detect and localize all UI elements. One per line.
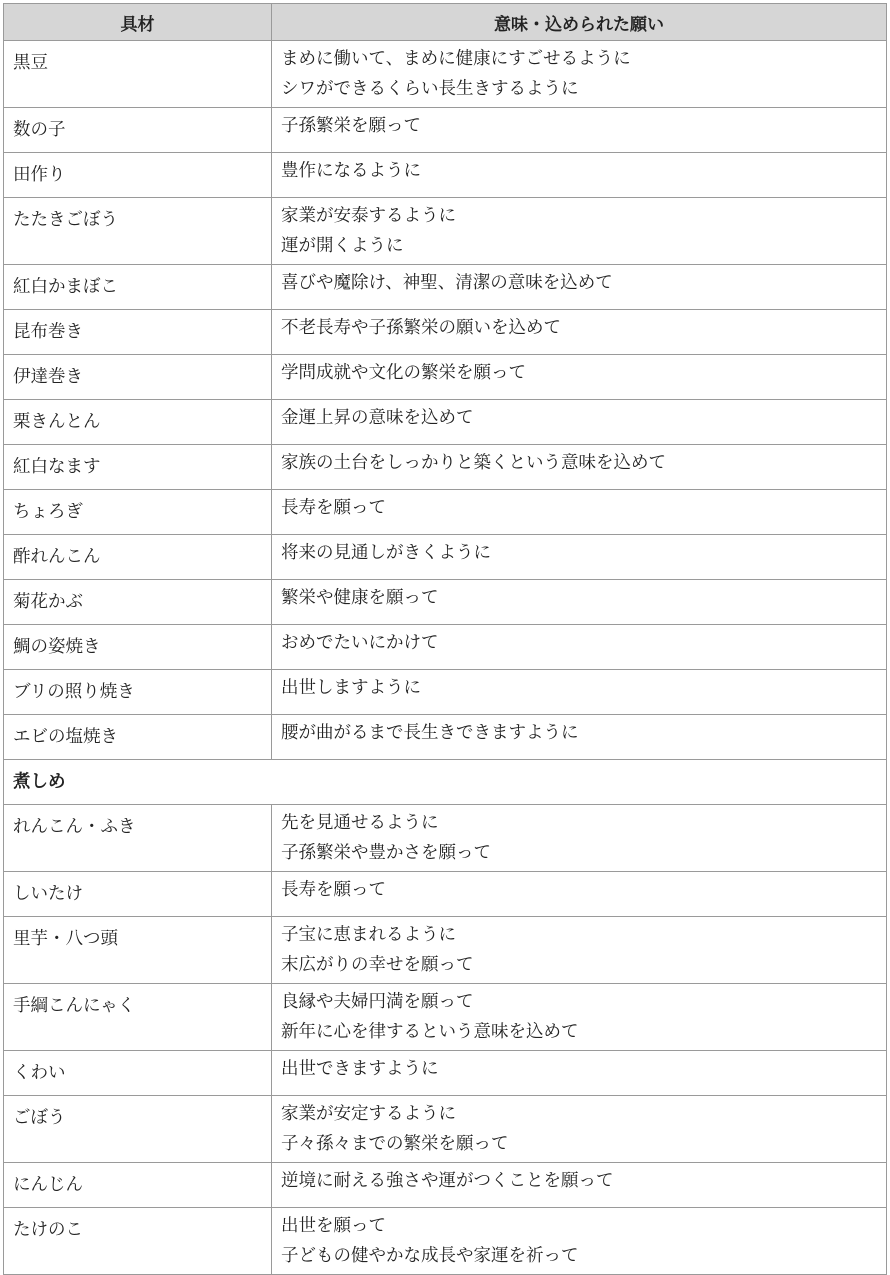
ingredient-cell: 紅白かまぼこ bbox=[4, 265, 272, 310]
header-meaning: 意味・込められた願い bbox=[272, 4, 887, 41]
table-row bbox=[4, 1051, 887, 1096]
table-row bbox=[4, 1096, 887, 1163]
meaning-line: 豊作になるように bbox=[281, 161, 421, 181]
table-row bbox=[4, 917, 887, 984]
osechi-meaning-table bbox=[3, 3, 887, 1275]
meaning-line: 子どもの健やかな成長や家運を祈って bbox=[281, 1246, 579, 1266]
ingredient-cell: 手綱こんにゃく bbox=[4, 984, 272, 1051]
meaning-cell bbox=[272, 445, 887, 490]
meaning-cell bbox=[272, 1208, 887, 1275]
table-row bbox=[4, 41, 887, 108]
meaning-cell bbox=[272, 670, 887, 715]
table-row bbox=[4, 310, 887, 355]
meaning-line: 繁栄や健康を願って bbox=[281, 588, 439, 608]
meaning-cell bbox=[272, 198, 887, 265]
meaning-line: 運が開くように bbox=[281, 236, 404, 256]
meaning-cell bbox=[272, 108, 887, 153]
section-title: 煮しめ bbox=[4, 760, 887, 805]
meaning-line: 喜びや魔除け、神聖、清潔の意味を込めて bbox=[281, 273, 613, 293]
ingredient-cell: たたきごぼう bbox=[4, 198, 272, 265]
ingredient-cell: ちょろぎ bbox=[4, 490, 272, 535]
meaning-line: 出世しますように bbox=[281, 678, 421, 698]
ingredient-cell: 紅白なます bbox=[4, 445, 272, 490]
table-row bbox=[4, 355, 887, 400]
table-row bbox=[4, 670, 887, 715]
ingredient-cell: 栗きんとん bbox=[4, 400, 272, 445]
meaning-cell bbox=[272, 1163, 887, 1208]
ingredient-cell: くわい bbox=[4, 1051, 272, 1096]
meaning-cell bbox=[272, 917, 887, 984]
ingredient-cell: エビの塩焼き bbox=[4, 715, 272, 760]
ingredient-cell: 酢れんこん bbox=[4, 535, 272, 580]
table-row bbox=[4, 715, 887, 760]
ingredient-cell: ブリの照り焼き bbox=[4, 670, 272, 715]
table-row bbox=[4, 535, 887, 580]
meaning-line: 子宝に恵まれるように bbox=[281, 925, 456, 945]
meaning-cell bbox=[272, 153, 887, 198]
meaning-line: 家業が安定するように bbox=[281, 1104, 456, 1124]
meaning-line: 将来の見通しがきくように bbox=[281, 543, 491, 563]
meaning-line: 長寿を願って bbox=[281, 498, 386, 518]
ingredient-cell: れんこん・ふき bbox=[4, 805, 272, 872]
meaning-line: 子孫繁栄を願って bbox=[281, 116, 421, 136]
ingredient-cell: しいたけ bbox=[4, 872, 272, 917]
meaning-cell bbox=[272, 41, 887, 108]
meaning-cell bbox=[272, 400, 887, 445]
table-row bbox=[4, 1163, 887, 1208]
ingredient-cell: 昆布巻き bbox=[4, 310, 272, 355]
ingredient-cell: たけのこ bbox=[4, 1208, 272, 1275]
meaning-line: 金運上昇の意味を込めて bbox=[281, 408, 474, 428]
meaning-line: 腰が曲がるまで長生きできますように bbox=[281, 723, 579, 743]
table-row bbox=[4, 445, 887, 490]
meaning-line: 家業が安泰するように bbox=[281, 206, 456, 226]
ingredient-cell: ごぼう bbox=[4, 1096, 272, 1163]
table-header-row bbox=[4, 4, 887, 41]
meaning-line: 子々孫々までの繁栄を願って bbox=[281, 1134, 509, 1154]
meaning-cell bbox=[272, 265, 887, 310]
meaning-cell bbox=[272, 872, 887, 917]
meaning-cell bbox=[272, 1051, 887, 1096]
table-body bbox=[4, 41, 887, 1275]
ingredient-cell: 数の子 bbox=[4, 108, 272, 153]
meaning-line: 末広がりの幸せを願って bbox=[281, 955, 474, 975]
table-row bbox=[4, 805, 887, 872]
meaning-line: 良縁や夫婦円満を願って bbox=[281, 992, 474, 1012]
ingredient-cell: 黒豆 bbox=[4, 41, 272, 108]
meaning-line: おめでたいにかけて bbox=[281, 633, 439, 653]
meaning-line: 新年に心を律するという意味を込めて bbox=[281, 1022, 579, 1042]
ingredient-cell: 伊達巻き bbox=[4, 355, 272, 400]
header-ingredient: 具材 bbox=[4, 4, 272, 41]
meaning-line: 先を見通せるように bbox=[281, 813, 439, 833]
meaning-cell bbox=[272, 490, 887, 535]
table-row bbox=[4, 580, 887, 625]
table-row bbox=[4, 108, 887, 153]
meaning-line: 不老長寿や子孫繁栄の願いを込めて bbox=[281, 318, 561, 338]
meaning-line: シワができるくらい長生きするように bbox=[281, 79, 579, 99]
meaning-cell bbox=[272, 535, 887, 580]
meaning-cell bbox=[272, 625, 887, 670]
section-row-nishime bbox=[4, 760, 887, 805]
table-row bbox=[4, 265, 887, 310]
meaning-line: 学問成就や文化の繁栄を願って bbox=[281, 363, 526, 383]
meaning-line: 子孫繁栄や豊かさを願って bbox=[281, 843, 491, 863]
table-row bbox=[4, 872, 887, 917]
meaning-line: 長寿を願って bbox=[281, 880, 386, 900]
table-row bbox=[4, 984, 887, 1051]
table-row bbox=[4, 153, 887, 198]
table-row bbox=[4, 198, 887, 265]
ingredient-cell: 里芋・八つ頭 bbox=[4, 917, 272, 984]
ingredient-cell: 菊花かぶ bbox=[4, 580, 272, 625]
meaning-cell bbox=[272, 355, 887, 400]
table-row bbox=[4, 490, 887, 535]
ingredient-cell: 田作り bbox=[4, 153, 272, 198]
meaning-cell bbox=[272, 580, 887, 625]
ingredient-cell: にんじん bbox=[4, 1163, 272, 1208]
meaning-line: まめに働いて、まめに健康にすごせるように bbox=[281, 49, 631, 69]
table-row bbox=[4, 1208, 887, 1275]
meaning-cell bbox=[272, 715, 887, 760]
meaning-line: 出世できますように bbox=[281, 1059, 439, 1079]
meaning-cell bbox=[272, 805, 887, 872]
meaning-cell bbox=[272, 984, 887, 1051]
meaning-line: 出世を願って bbox=[281, 1216, 386, 1236]
ingredient-cell: 鯛の姿焼き bbox=[4, 625, 272, 670]
meaning-cell bbox=[272, 310, 887, 355]
meaning-cell bbox=[272, 1096, 887, 1163]
meaning-line: 家族の土台をしっかりと築くという意味を込めて bbox=[281, 453, 666, 473]
meaning-line: 逆境に耐える強さや運がつくことを願って bbox=[281, 1171, 614, 1191]
table-row bbox=[4, 400, 887, 445]
table-row bbox=[4, 625, 887, 670]
